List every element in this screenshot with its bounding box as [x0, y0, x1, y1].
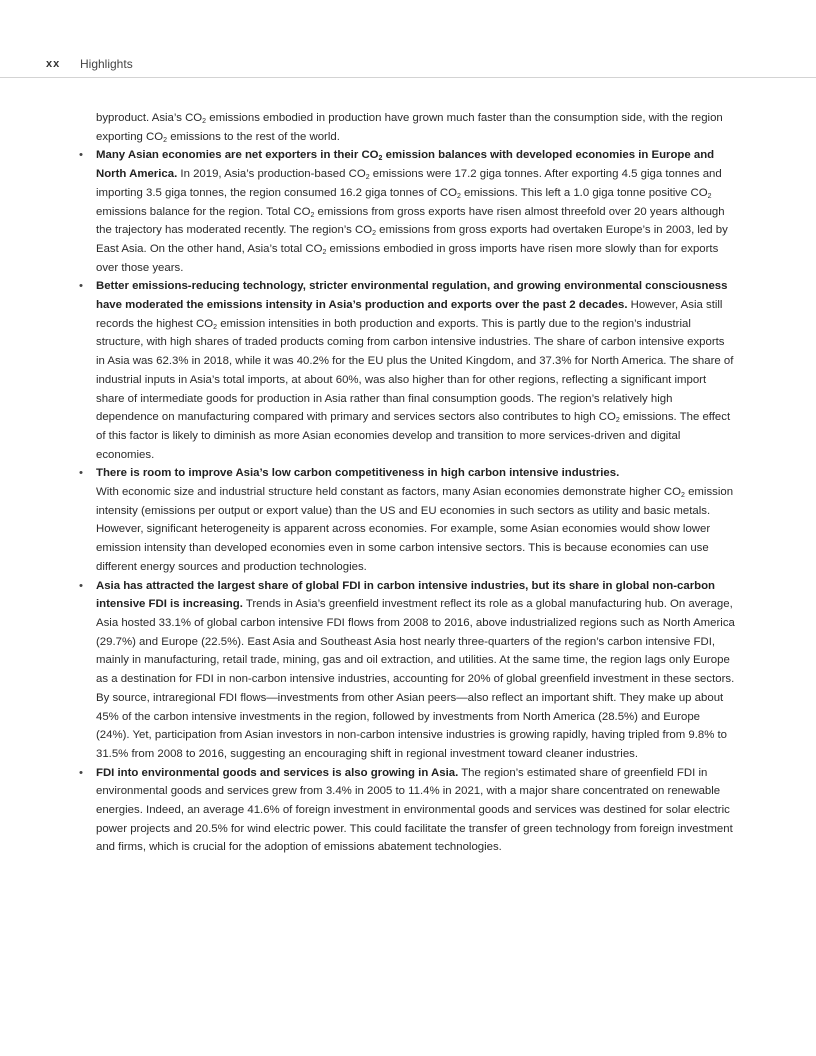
- bold-lead: Many Asian economies are net exporters in their: [96, 149, 362, 162]
- co2-term: $CO_2$: [293, 205, 315, 219]
- co2-term: $CO_2$: [196, 317, 218, 331]
- intro-paragraph: byproduct. Asia’s $CO_2$ emissions embodied in production have grown much faster than the consumption side, with the region exporting $CO_2$ emissions to the rest of the world.: [96, 112, 723, 144]
- co2-term: $CO_2$: [185, 112, 207, 125]
- bold-lead: emission balances with developed economies in Europe and North America.: [96, 149, 715, 181]
- bold-lead: Asia has attracted the largest share of global FDI in carbon intensive industries, but its share in global non-carbon intensive FDI is increasing.: [96, 579, 716, 611]
- page-number: xx: [46, 58, 61, 70]
- co2-term: $CO_2$: [663, 486, 685, 500]
- bold-lead: Better emissions-reducing technology, stricter environmental regulation, and growing environmental consciousness have moderated the emissions intensity in Asia’s production and exports over the past 2 decades.: [96, 280, 728, 312]
- co2-term: $CO_2$: [146, 130, 168, 144]
- bullet-item-fdi-carbon-intensive: • Asia has attracted the largest share of global FDI in carbon intensive industries, but its share in global non-carbon intensive FDI is increasing. Trends in Asia’s greenfield investment reflect its role as a global manufacturing hub. On average, Asia hosted 33.1% of global carbon intensive FDI flows from 2008 to 2016, above industrialized regions such as North America (29.7%) and Europe (22.5%). East Asia and Southeast Asia host nearly three-quarters of the region’s carbon intensive FDI, mainly in manufacturing, retail trade, mining, gas and oil extraction, and utilities. At the same time, the region lags only Europe as a destination for FDI in non-carbon intensive industries, accounting for 20% of global greenfield investment in these sectors. By source, intraregional FDI flows—investments from other Asian peers—also reflect an important shift. They make up about 45% of the carbon intensive investments in the region, followed by investments from North America (28.5%) and Europe (24%). Yet, participation from Asian investors in non-carbon intensive industries is growing rapidly, having tripled from 9.8% to 31.5% from 2008 to 2016, suggesting an encouraging shift in regional investment toward cleaner industries.: [96, 577, 736, 764]
- highlights-body: [96, 109, 736, 857]
- co2-term: $CO_2$: [354, 224, 376, 238]
- co2-term: $CO_2$: [598, 411, 620, 425]
- bold-lead: There is room to improve Asia’s low carbon competitiveness in high carbon intensive industries.: [96, 467, 620, 480]
- co2-term: $CO_2$: [361, 149, 383, 163]
- bullet-item-exporters: • Many Asian economies are net exporters in their $CO_2$ emission balances with developed economies in Europe and North America. In 2019, Asia’s production-based $CO_2$ emissions were 17.2 giga tonnes. After exporting 4.5 giga tonnes and importing 3.5 giga tonnes, the region consumed 16.2 giga tonnes of $CO_2$ emissions. This left a 1.0 giga tonne positive $CO_2$ emissions balance for the region. Total $CO_2$ emissions from gross exports have risen almost threefold over 20 years although the trajectory has moderated recently. The region’s $CO_2$ emissions from gross exports had overtaken Europe’s in 2003, led by East Asia. On the other hand, Asia’s total $CO_2$ emissions embodied in gross imports have risen more slowly than for exports over those years.: [96, 146, 736, 277]
- bullet-item-low-carbon-competitiveness: • There is room to improve Asia’s low carbon competitiveness in high carbon intensive industries. With economic size and industrial structure held constant as factors, many Asian economies demonstrate higher $CO_2$ emission intensity (emissions per output or export value) than the US and EU economies in such sectors as utility and basic metals. However, significant heterogeneity is apparent across economies. For example, some Asian economies would show lower emission intensity than developed economies even in some carbon intensive sectors. This is because economies can use different energy sources and production technologies.: [96, 464, 736, 576]
- header-divider: [0, 77, 816, 78]
- co2-term: $CO_2$: [690, 186, 712, 200]
- section-title: Highlights: [80, 57, 133, 71]
- bullet-item-emissions-technology: • Better emissions-reducing technology, stricter environmental regulation, and growing environmental consciousness have moderated the emissions intensity in Asia’s production and exports over the past 2 decades. However, Asia still records the highest $CO_2$ emission intensities in both production and exports. This is partly due to the region’s industrial structure, with high shares of traded products coming from carbon intensive industries. The share of carbon intensive exports in Asia was 62.3% in 2018, while it was 40.2% for the EU plus the United Kingdom, and 37.3% for North America. The share of industrial inputs in Asia’s total imports, at about 60%, was also higher than for other regions, reflecting a significant import share of intermediate goods for production in Asia rather than final consumption goods. The region’s relatively high dependence on manufacturing compared with primary and services sectors also contributes to high $CO_2$ emissions. The effect of this factor is likely to diminish as more Asian economies develop and transition to more services-driven and digital economies.: [96, 277, 736, 464]
- bullet-item-fdi-environmental-goods: • FDI into environmental goods and services is also growing in Asia. The region’s estimated share of greenfield FDI in environmental goods and services grew from 3.4% in 2005 to 11.4% in 2021, with a major share concentrated on renewable energies. Indeed, an average 41.6% of foreign investment in environmental goods and services was destined for solar electric power projects and 20.5% for wind electric power. This could facilitate the transfer of green technology from foreign investment and firms, which is crucial for the adoption of emissions abatement technologies.: [96, 764, 736, 858]
- co2-term: $CO_2$: [305, 242, 327, 256]
- co2-term: $CO_2$: [348, 168, 370, 182]
- co2-term: $CO_2$: [439, 186, 461, 200]
- page-header: [46, 56, 133, 72]
- bold-lead: FDI into environmental goods and services is also growing in Asia.: [96, 766, 459, 779]
